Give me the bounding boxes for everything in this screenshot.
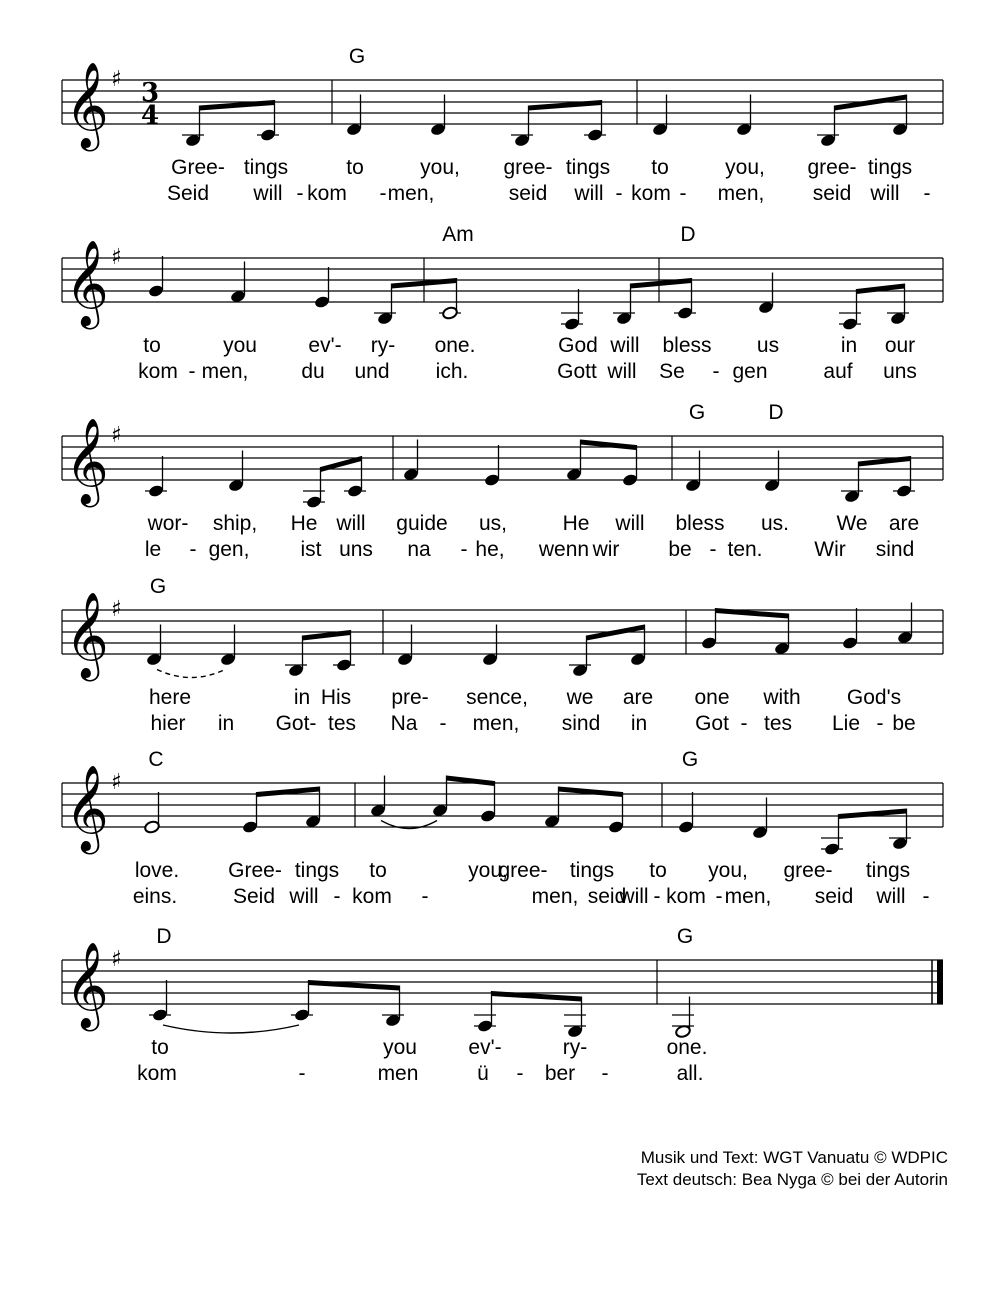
lyric-english: ship, — [212, 512, 258, 535]
lyric-english: We — [836, 512, 868, 535]
time-signature-bottom: 4 — [141, 101, 160, 131]
lyric-german: - — [189, 538, 197, 561]
lyric-english: you, — [468, 859, 508, 882]
lyric-english: one. — [434, 334, 476, 357]
credits — [637, 1147, 948, 1191]
lyric-english: sence, — [466, 686, 528, 709]
lyric-german: sind — [561, 712, 601, 735]
treble-clef-icon: 𝄞 — [65, 62, 109, 148]
filled-notehead — [148, 484, 165, 498]
lyric-german: men, — [472, 712, 520, 735]
lyric-english: God — [558, 334, 598, 357]
final-barline — [937, 960, 943, 1004]
lyric-german: he, — [475, 538, 505, 561]
time-signature-top: 3 — [141, 78, 160, 108]
lyric-english: will — [336, 512, 366, 535]
lyric-english: He — [562, 512, 590, 535]
treble-clef-icon: 𝄞 — [65, 942, 109, 1028]
lyric-english: bless — [662, 334, 712, 357]
chord-symbol: Am — [442, 223, 474, 246]
lyric-german: men, — [724, 885, 772, 908]
lyric-english: guide — [396, 512, 448, 535]
lyric-german: - — [439, 712, 447, 735]
sharp-key-signature-icon: ♯ — [111, 245, 122, 270]
lyric-german: men — [377, 1062, 419, 1085]
lyric-english: with — [763, 686, 801, 709]
filled-notehead — [306, 495, 323, 509]
lyric-english: will — [615, 512, 645, 535]
lyric-german: - — [188, 360, 196, 383]
lyric-german: - — [333, 885, 341, 908]
lyric-english: pre- — [391, 686, 429, 709]
lyric-german: Gott — [557, 360, 597, 383]
lyric-german: - — [923, 182, 931, 205]
beam — [857, 284, 905, 295]
lyric-german: - — [296, 182, 304, 205]
lyric-german: du — [301, 360, 325, 383]
dashed-slur — [157, 670, 225, 678]
lyric-german: tes — [763, 712, 793, 735]
filled-notehead — [484, 473, 501, 487]
lyric-german: - — [709, 538, 717, 561]
lyric-english: Gree- — [171, 156, 225, 179]
lyric-english: in — [293, 686, 311, 709]
lyric-german: Lie — [831, 712, 861, 735]
lyric-german: all. — [676, 1062, 704, 1085]
lyric-english: tings — [867, 156, 913, 179]
lyric-german: - — [460, 538, 468, 561]
lyric-english: you, — [420, 156, 460, 179]
chord-symbol: D — [156, 925, 172, 948]
lyric-german: in — [630, 712, 648, 735]
filled-notehead — [260, 128, 277, 142]
lyric-german: auf — [823, 360, 853, 383]
lyric-english: gree- — [503, 156, 553, 179]
filled-notehead — [587, 128, 604, 142]
lyric-english: us, — [478, 512, 508, 535]
lyric-english: to — [151, 1036, 169, 1059]
credit-music-text: Musik und Text: WGT Vanuatu © WDPIC — [640, 1148, 948, 1167]
lyric-german: - — [876, 712, 884, 735]
lyric-german: gen, — [208, 538, 250, 561]
filled-notehead — [564, 317, 581, 331]
lyric-german: men, — [201, 360, 249, 383]
filled-notehead — [842, 636, 859, 650]
lyric-german: will — [574, 182, 604, 205]
lyric-german: Seid — [166, 182, 210, 205]
chord-symbol: G — [149, 575, 167, 598]
lyric-english: us — [756, 334, 780, 357]
lyric-german: seid — [812, 182, 852, 205]
filled-notehead — [148, 284, 165, 298]
lyric-german: Seid — [232, 885, 276, 908]
lyric-english: to — [649, 859, 667, 882]
beam — [839, 809, 907, 820]
filled-notehead — [294, 1008, 311, 1022]
lyric-german: und — [354, 360, 390, 383]
beam — [257, 787, 320, 798]
lyric-english: tings — [294, 859, 340, 882]
lyric-german: in — [217, 712, 235, 735]
lyric-german: - — [379, 182, 387, 205]
lyric-english: tings — [569, 859, 615, 882]
lyric-german: kom — [307, 182, 347, 205]
filled-notehead — [677, 306, 694, 320]
lyric-german: na — [407, 538, 431, 561]
lyric-english: ev'- — [468, 1036, 502, 1059]
lyric-german: seid — [508, 182, 548, 205]
lyric-german: seid — [587, 885, 627, 908]
filled-notehead — [314, 295, 331, 309]
chord-symbol: G — [676, 925, 694, 948]
lyric-english: He — [290, 512, 318, 535]
lyric-german: Wir — [814, 538, 846, 561]
beam — [559, 787, 623, 798]
lyric-english: to — [651, 156, 669, 179]
lyric-german: - — [615, 182, 623, 205]
lyric-english: to — [346, 156, 364, 179]
filled-notehead — [477, 1019, 494, 1033]
lyric-english: His — [320, 686, 352, 709]
lyric-german: will — [607, 360, 637, 383]
lyric-german: - — [421, 885, 429, 908]
filled-notehead — [678, 820, 695, 834]
lyric-german: kom — [631, 182, 671, 205]
lyric-english: will — [610, 334, 640, 357]
tie — [163, 1025, 299, 1033]
lyric-german: will — [289, 885, 319, 908]
lyric-english: tings — [243, 156, 289, 179]
filled-notehead — [608, 820, 625, 834]
lyric-english: us. — [760, 512, 790, 535]
filled-notehead — [896, 484, 913, 498]
lyric-german: will — [870, 182, 900, 205]
lyric-german: men, — [387, 182, 435, 205]
sharp-key-signature-icon: ♯ — [111, 770, 122, 795]
lyric-english: you — [223, 334, 257, 357]
treble-clef-icon: 𝄞 — [65, 240, 109, 326]
lyric-english: one. — [666, 1036, 708, 1059]
lyric-english: God's — [846, 686, 902, 709]
lyric-german: kom — [137, 1062, 177, 1085]
lyric-german: - — [712, 360, 720, 383]
sharp-key-signature-icon: ♯ — [111, 67, 122, 92]
lyric-german: wenn — [538, 538, 590, 561]
lyric-german: eins. — [132, 885, 178, 908]
lyric-german: - — [922, 885, 930, 908]
lyric-english: to — [143, 334, 161, 357]
lyric-german: - — [715, 885, 723, 908]
credit-german-text: Text deutsch: Bea Nyga © bei der Autorin — [636, 1170, 948, 1189]
filled-notehead — [622, 473, 639, 487]
beam — [447, 776, 495, 787]
lyric-german: - — [298, 1062, 306, 1085]
lyric-english: tings — [865, 859, 911, 882]
treble-clef-icon: 𝄞 — [65, 418, 109, 504]
lyric-german: kom — [666, 885, 706, 908]
lyric-german: gen — [732, 360, 768, 383]
lyric-german: - — [679, 182, 687, 205]
lyric-german: ten. — [727, 538, 763, 561]
lyric-german: will — [253, 182, 283, 205]
lyric-english: you, — [725, 156, 765, 179]
lyric-german: be — [892, 712, 916, 735]
lyric-english: love. — [134, 859, 180, 882]
treble-clef-icon: 𝄞 — [65, 765, 109, 851]
chord-symbol: D — [680, 223, 696, 246]
lyric-german: sind — [875, 538, 915, 561]
chord-symbol: G — [688, 401, 706, 424]
lyric-english: Gree- — [228, 859, 282, 882]
lyric-german: Se — [659, 360, 685, 383]
lyric-english: gree- — [498, 859, 548, 882]
lyric-english: gree- — [783, 859, 833, 882]
lyric-german: Got- — [275, 712, 317, 735]
chord-symbol: G — [681, 748, 699, 771]
half-notehead — [442, 306, 459, 320]
half-notehead — [144, 820, 161, 834]
lyric-german: ich. — [435, 360, 469, 383]
lyric-german: tes — [327, 712, 357, 735]
lyric-german: ber — [544, 1062, 576, 1085]
filled-notehead — [824, 842, 841, 856]
lyric-german: ü — [477, 1062, 489, 1085]
lyric-german: - — [740, 712, 748, 735]
lyric-english: you, — [708, 859, 748, 882]
filled-notehead — [701, 636, 718, 650]
filled-notehead — [336, 658, 353, 672]
lyric-english: to — [369, 859, 387, 882]
sharp-key-signature-icon: ♯ — [111, 597, 122, 622]
lyric-english: are — [622, 686, 654, 709]
lyric-english: tings — [565, 156, 611, 179]
lyric-german: wir — [592, 538, 620, 561]
lyric-german: - — [653, 885, 661, 908]
chord-symbol: C — [148, 748, 164, 771]
lyric-german: le — [144, 538, 162, 561]
lyric-english: our — [884, 334, 916, 357]
lyric-german: men, — [531, 885, 579, 908]
sharp-key-signature-icon: ♯ — [111, 423, 122, 448]
filled-notehead — [842, 317, 859, 331]
lyric-german: ist — [300, 538, 322, 561]
lyric-english: we — [566, 686, 594, 709]
lyric-german: Got — [695, 712, 729, 735]
lyric-german: Na — [390, 712, 418, 735]
lyric-english: ry- — [562, 1036, 588, 1059]
lyric-german: seid — [814, 885, 854, 908]
lyric-english: you — [383, 1036, 417, 1059]
lyric-german: will — [619, 885, 649, 908]
lyric-english: bless — [675, 512, 725, 535]
lyric-german: will — [876, 885, 906, 908]
lyric-english: in — [840, 334, 858, 357]
lyric-german: - — [601, 1062, 609, 1085]
filled-notehead — [152, 1008, 169, 1022]
filled-notehead — [242, 820, 259, 834]
lyric-english: are — [888, 512, 920, 535]
lyric-english: one — [694, 686, 730, 709]
chord-symbol: D — [768, 401, 784, 424]
lyric-english: wor- — [147, 512, 189, 535]
sharp-key-signature-icon: ♯ — [111, 947, 122, 972]
lyric-english: here — [148, 686, 192, 709]
lyric-english: ev'- — [308, 334, 342, 357]
lyric-english: ry- — [370, 334, 396, 357]
chord-symbol: G — [348, 45, 366, 68]
lyric-german: - — [516, 1062, 524, 1085]
lyric-german: uns — [339, 538, 373, 561]
lyric-german: men, — [717, 182, 765, 205]
beam — [581, 440, 637, 451]
treble-clef-icon: 𝄞 — [65, 592, 109, 678]
lyric-english: gree- — [807, 156, 857, 179]
lyric-german: kom — [352, 885, 392, 908]
lyric-german: be — [668, 538, 692, 561]
filled-notehead — [480, 809, 497, 823]
lyrics-and-chords — [133, 45, 931, 1085]
lyric-german: uns — [883, 360, 917, 383]
lyric-german: hier — [150, 712, 186, 735]
filled-notehead — [347, 484, 364, 498]
lyric-german: kom — [138, 360, 178, 383]
